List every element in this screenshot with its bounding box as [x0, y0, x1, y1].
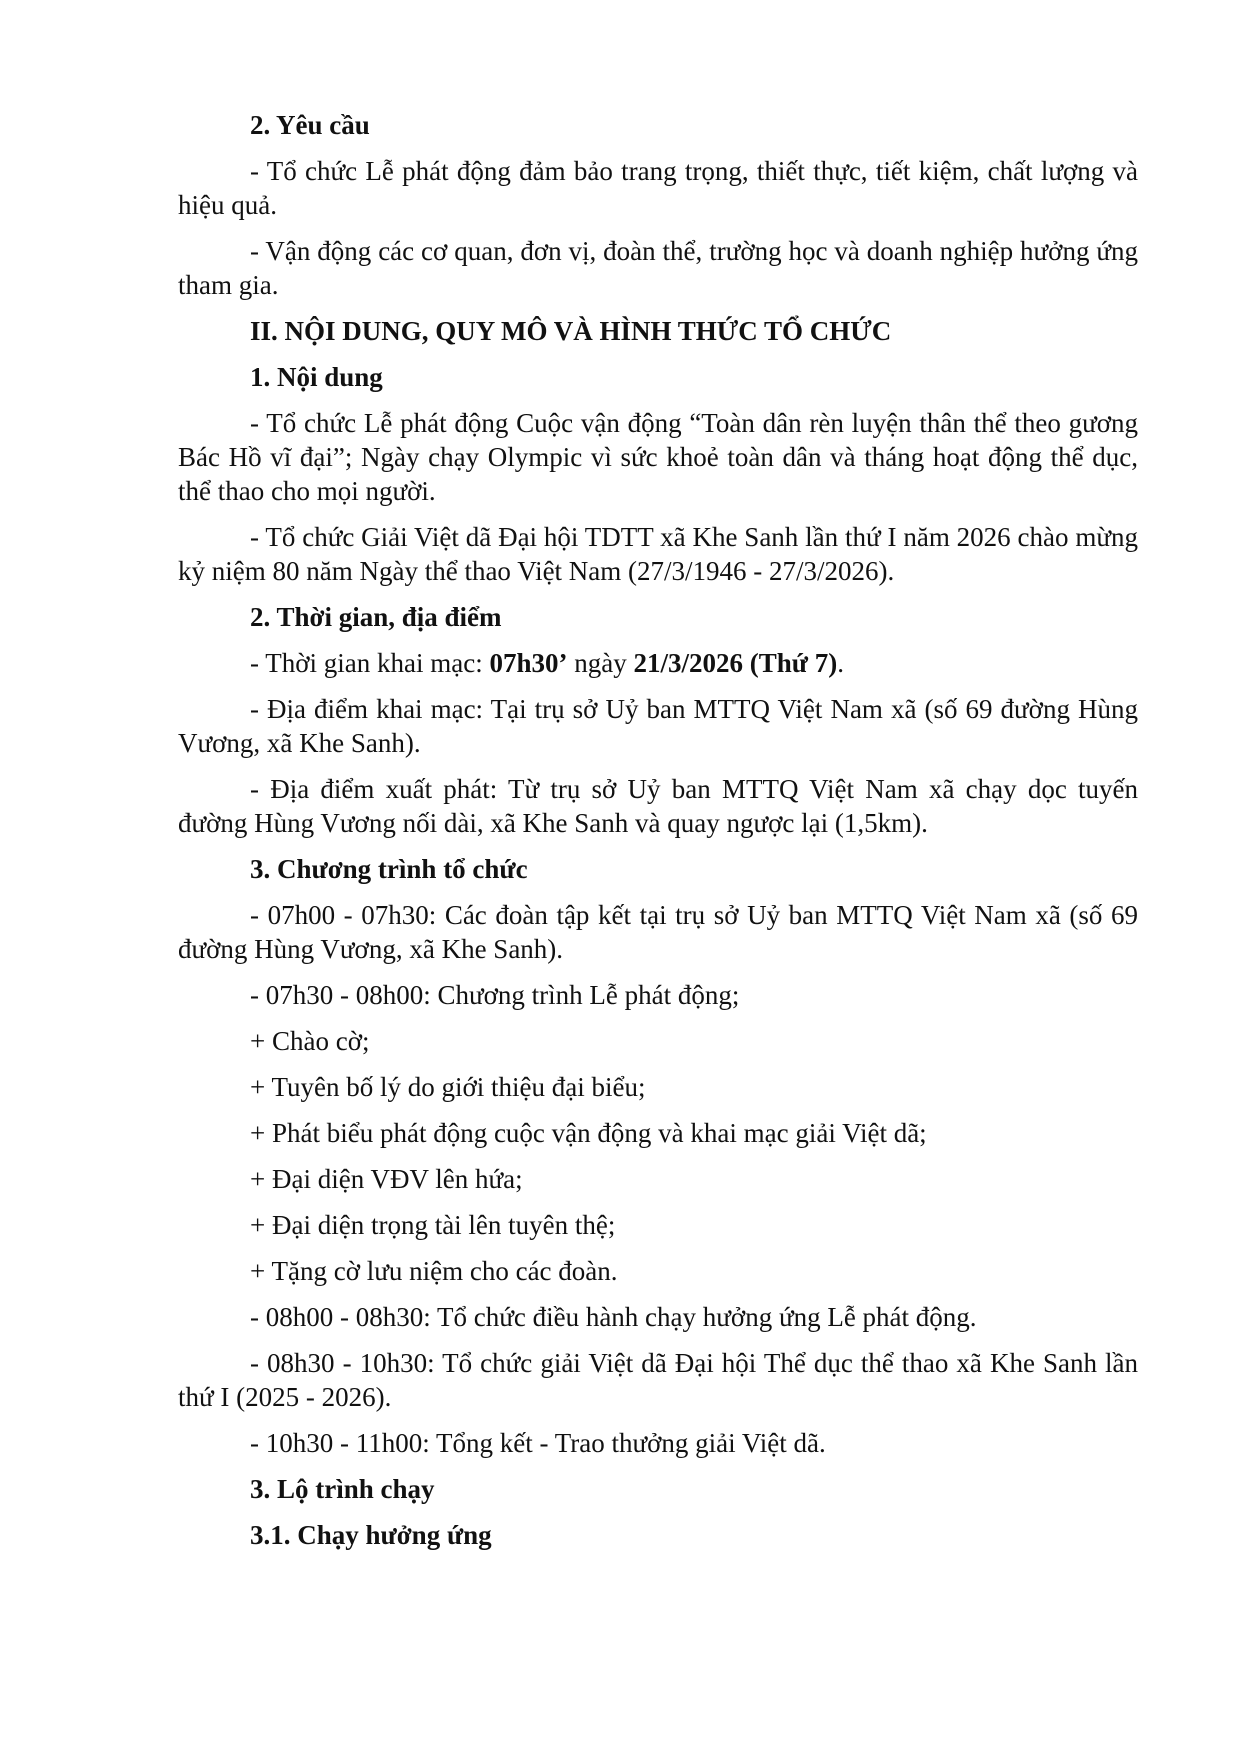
list-item: + Đại diện trọng tài lên tuyên thệ; — [250, 1210, 616, 1240]
heading-lo-trinh: 3. Lộ trình chạy — [250, 1474, 435, 1504]
heading-noi-dung: 1. Nội dung — [250, 362, 383, 392]
text-span: - Thời gian khai mạc: — [250, 648, 490, 678]
heading-thoi-gian: 2. Thời gian, địa điểm — [250, 602, 502, 632]
list-item: - 08h00 - 08h30: Tổ chức điều hành chạy hưởng ứng Lễ phát động. — [250, 1302, 977, 1332]
text-span: ngày — [567, 648, 634, 678]
list-item: - 07h30 - 08h00: Chương trình Lễ phát động; — [250, 980, 740, 1010]
list-item: + Đại diện VĐV lên hứa; — [250, 1164, 523, 1194]
opening-date-value: 21/3/2026 (Thứ 7) — [633, 648, 838, 678]
list-item: + Chào cờ; — [250, 1026, 370, 1056]
paragraph: - Tổ chức Giải Việt dã Đại hội TDTT xã Khe Sanh lần thứ I năm 2026 chào mừng kỷ niệm 80 năm Ngày thể thao Việt Nam (27/3/1946 - 27/3/2026). — [178, 522, 1138, 586]
list-item: - 10h30 - 11h00: Tổng kết - Trao thưởng giải Việt dã. — [250, 1428, 826, 1458]
list-item: + Phát biểu phát động cuộc vận động và khai mạc giải Việt dã; — [250, 1118, 927, 1148]
program-list — [178, 898, 1138, 1460]
heading-chuong-trinh: 3. Chương trình tổ chức — [250, 854, 528, 884]
heading-yeu-cau: 2. Yêu cầu — [250, 110, 370, 140]
paragraph-opening-time — [178, 646, 1138, 680]
paragraph: - Địa điểm khai mạc: Tại trụ sở Uỷ ban MTTQ Việt Nam xã (số 69 đường Hùng Vương, xã Khe Sanh). — [178, 694, 1138, 758]
list-item: - 08h30 - 10h30: Tổ chức giải Việt dã Đại hội Thể dục thể thao xã Khe Sanh lần thứ I (2025 - 2026). — [178, 1348, 1138, 1412]
text-span: . — [837, 648, 844, 678]
heading-section-ii: II. NỘI DUNG, QUY MÔ VÀ HÌNH THỨC TỔ CHỨC — [250, 316, 892, 346]
list-item: + Tuyên bố lý do giới thiệu đại biểu; — [250, 1072, 646, 1102]
document-page — [178, 108, 1138, 1564]
list-item: + Tặng cờ lưu niệm cho các đoàn. — [250, 1256, 618, 1286]
list-item: - 07h00 - 07h30: Các đoàn tập kết tại trụ sở Uỷ ban MTTQ Việt Nam xã (số 69 đường Hùng Vương, xã Khe Sanh). — [178, 900, 1138, 964]
subheading-chay-huong-ung: 3.1. Chạy hưởng ứng — [250, 1520, 492, 1550]
paragraph: - Địa điểm xuất phát: Từ trụ sở Uỷ ban MTTQ Việt Nam xã chạy dọc tuyến đường Hùng Vương nối dài, xã Khe Sanh và quay ngược lại (1,5km). — [178, 774, 1138, 838]
paragraph: - Tổ chức Lễ phát động đảm bảo trang trọng, thiết thực, tiết kiệm, chất lượng và hiệu quả. — [178, 156, 1138, 220]
paragraph: - Tổ chức Lễ phát động Cuộc vận động “Toàn dân rèn luyện thân thể theo gương Bác Hồ vĩ đại”; Ngày chạy Olympic vì sức khoẻ toàn dân và tháng hoạt động thể dục, thể thao cho mọi người. — [178, 408, 1138, 506]
opening-time-value: 07h30’ — [489, 648, 568, 678]
paragraph: - Vận động các cơ quan, đơn vị, đoàn thể, trường học và doanh nghiệp hưởng ứng tham gia. — [178, 236, 1138, 300]
